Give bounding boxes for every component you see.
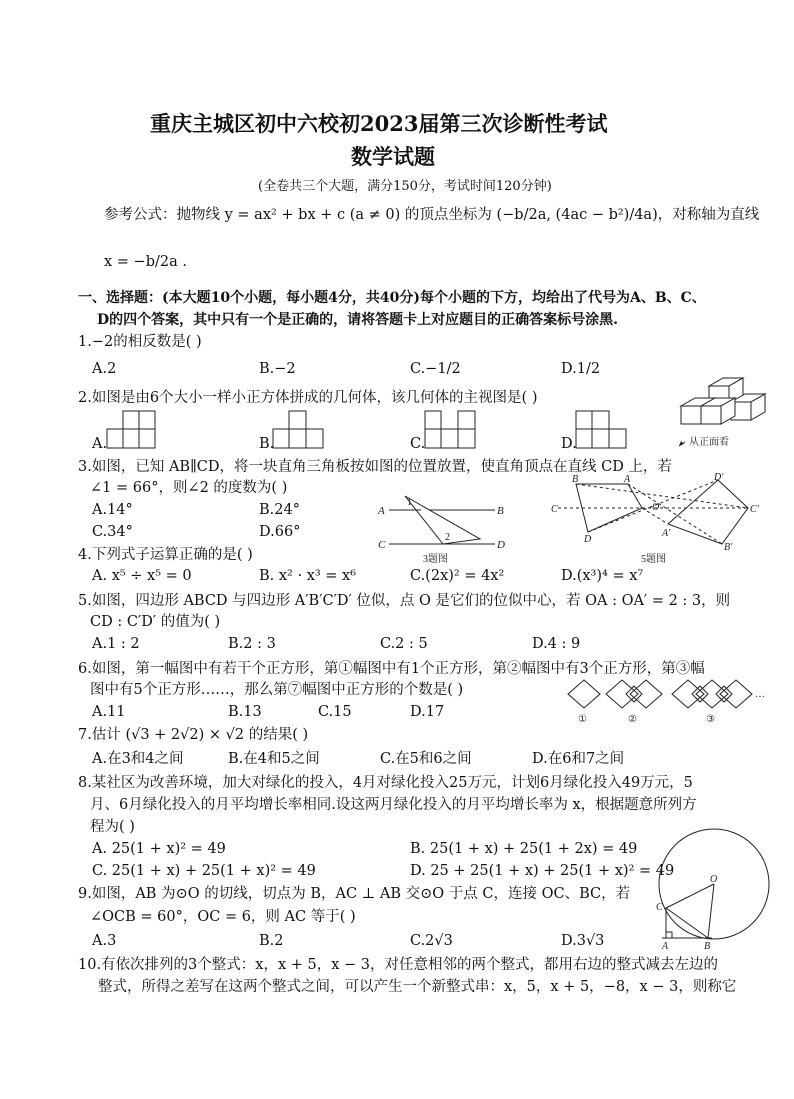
q5-option-a: A.1 : 2 xyxy=(92,636,140,652)
svg-text:C: C xyxy=(656,902,663,913)
q8-option-a: A. 25(1 + x)² = 49 xyxy=(92,841,226,857)
svg-text:O: O xyxy=(652,502,660,513)
q5-option-d: D.4 : 9 xyxy=(532,636,581,652)
q7-option-c: C.在5和6之间 xyxy=(380,751,472,767)
svg-text:C: C xyxy=(378,539,386,551)
q8-option-b: B. 25(1 + x) + 25(1 + 2x) = 49 xyxy=(410,841,638,857)
q6-option-b: B.13 xyxy=(228,704,262,720)
q1-option-a: A.2 xyxy=(92,361,117,377)
q10-stem-2: 整式，所得之差写在这两个整式之间，可以产生一个新整式串：x，5，x + 5，−8，x − 3，则称它 xyxy=(98,979,737,995)
svg-text:…: … xyxy=(755,689,765,700)
formula-line-1: 参考公式：抛物线 y = ax² + bx + c (a ≠ 0) 的顶点坐标为 (−b/2a, (4ac − b²)/4a)，对称轴为直线 xyxy=(104,207,760,223)
q7-option-d: D.在6和7之间 xyxy=(532,751,625,767)
q9-option-b: B.2 xyxy=(259,933,284,949)
svg-text:D: D xyxy=(584,534,592,545)
q3-option-d: D.66° xyxy=(259,524,301,540)
q8-stem-3: 程为( ) xyxy=(90,819,135,835)
section-heading-2: D的四个答案，其中只有一个是正确的，请将答题卡上对应题目的正确答案标号涂黑. xyxy=(97,312,619,328)
svg-text:D: D xyxy=(497,539,505,551)
q5-option-b: B.2 : 3 xyxy=(228,636,276,652)
q6-figure xyxy=(560,676,788,724)
svg-text:A: A xyxy=(378,505,385,517)
q1-option-c: C.−1/2 xyxy=(410,361,461,377)
q2-option-a-figure xyxy=(106,410,156,450)
q9-figure xyxy=(648,828,788,950)
q10-stem-1: 10.有依次排列的3个整式：x，x + 5，x − 3，对任意相邻的两个整式，都用右边的整式减去左边的 xyxy=(78,957,719,973)
svg-text:C: C xyxy=(551,504,558,515)
q4-stem: 4.下列式子运算正确的是( ) xyxy=(78,547,253,563)
q6-option-d: D.17 xyxy=(410,704,445,720)
q2-option-b-figure xyxy=(272,410,324,450)
svg-text:B: B xyxy=(497,505,504,517)
q2-option-d-figure xyxy=(575,410,627,450)
q2-option-b: B. xyxy=(259,436,275,452)
q4-option-c: C.(2x)² = 4x² xyxy=(410,568,505,584)
q8-stem-2: 月、6月绿化投入的月平均增长率相同.设这两月绿化投入的月平均增长率为 x，根据题意所列方 xyxy=(90,797,697,813)
q5-stem-1: 5.如图，四边形 ABCD 与四边形 A′B′C′D′ 位似，点 O 是它们的位似中心，若 OA : OA′ = 2 : 3，则 xyxy=(78,593,731,609)
q3-stem-1: 3.如图，已知 AB∥CD，将一块直角三角板按如图的位置放置，使直角顶点在直线 CD 上，若 xyxy=(78,459,672,475)
q4-option-d: D.(x³)⁴ = x⁷ xyxy=(561,568,644,584)
q6-figure-label-2: ② xyxy=(628,714,637,724)
section-heading-1: 一、选择题：(本大题10个小题，每小题4分，共40分)每个小题的下方，均给出了代号为A、B、C、 xyxy=(78,290,706,306)
q5-figure-label: 5题图 xyxy=(641,554,666,565)
q9-option-c: C.2√3 xyxy=(410,933,453,949)
q6-option-c: C.15 xyxy=(318,704,352,720)
q1-option-d: D.1/2 xyxy=(561,361,601,377)
q2-stem: 2.如图是由6个大小一样小正方体拼成的几何体，该几何体的主视图是( ) xyxy=(78,390,538,406)
q7-option-b: B.在4和5之间 xyxy=(228,751,320,767)
q9-option-a: A.3 xyxy=(92,933,117,949)
svg-text:C′: C′ xyxy=(750,504,759,515)
q6-stem-2: 图中有5个正方形……，那么第⑦幅图中正方形的个数是( ) xyxy=(90,682,464,698)
q9-stem-1: 9.如图，AB 为⊙O 的切线，切点为 B，AC ⊥ AB 交⊙O 于点 C，连接 OC、BC，若 xyxy=(78,886,631,902)
q4-option-b: B. x² · x³ = x⁶ xyxy=(259,568,357,584)
q2-option-c: C. xyxy=(410,436,426,452)
exam-title: 重庆主城区初中六校初2023届第三次诊断性考试 xyxy=(150,111,608,136)
svg-text:1: 1 xyxy=(407,497,412,508)
q2-option-c-figure xyxy=(424,410,476,450)
q6-stem-1: 6.如图，第一幅图中有若干个正方形，第①幅图中有1个正方形，第②幅图中有3个正方形，第③幅 xyxy=(78,661,705,677)
q3-stem-2: ∠1 = 66°，则∠2 的度数为( ) xyxy=(90,480,288,496)
q7-stem: 7.估计 (√3 + 2√2) × √2 的结果( ) xyxy=(78,727,309,743)
q5-option-c: C.2 : 5 xyxy=(380,636,428,652)
q1-option-b: B.−2 xyxy=(259,361,296,377)
q5-stem-2: CD : C′D′ 的值为( ) xyxy=(90,614,221,630)
formula-line-2: x = −b/2a . xyxy=(104,254,187,270)
q2-cubes-figure xyxy=(675,376,780,448)
q3-figure-label: 3题图 xyxy=(423,554,448,565)
svg-text:A: A xyxy=(662,941,669,950)
svg-text:A: A xyxy=(624,474,631,485)
q6-figure-label-1: ① xyxy=(578,714,587,724)
svg-text:D′: D′ xyxy=(714,472,724,483)
q6-figure-label-3: ③ xyxy=(706,714,715,724)
exam-subtitle: 数学试题 xyxy=(351,144,435,169)
q1-stem: 1.−2的相反数是( ) xyxy=(78,334,202,350)
svg-text:B: B xyxy=(704,941,711,950)
q2-option-d: D. xyxy=(561,436,577,452)
q9-option-d: D.3√3 xyxy=(561,933,605,949)
svg-text:B: B xyxy=(572,474,579,485)
q8-stem-1: 8.某社区为改善环境，加大对绿化的投入，4月对绿化投入25万元，计划6月绿化投入49万元，5 xyxy=(78,775,693,791)
q9-stem-2: ∠OCB = 60°，OC = 6，则 AC 等于( ) xyxy=(90,909,356,925)
q2-option-a: A. xyxy=(92,436,108,452)
q3-figure xyxy=(375,492,510,567)
exam-note: (全卷共三个大题，满分150分，考试时间120分钟) xyxy=(258,179,552,194)
q6-option-a: A.11 xyxy=(92,704,126,720)
q5-figure xyxy=(548,472,773,568)
q7-option-a: A.在3和4之间 xyxy=(92,751,184,767)
svg-text:A′: A′ xyxy=(662,528,671,539)
svg-text:O: O xyxy=(710,874,718,885)
q8-option-d: D. 25 + 25(1 + x) + 25(1 + x)² = 49 xyxy=(410,863,675,879)
q3-option-c: C.34° xyxy=(92,524,133,540)
q8-option-c: C. 25(1 + x) + 25(1 + x)² = 49 xyxy=(92,863,316,879)
q2-cubes-figure-label: 从正面看 xyxy=(689,437,729,448)
svg-text:B′: B′ xyxy=(724,542,733,553)
svg-text:2: 2 xyxy=(445,532,450,543)
q3-option-a: A.14° xyxy=(92,502,133,518)
q4-option-a: A. x⁵ ÷ x⁵ = 0 xyxy=(92,568,192,584)
q3-option-b: B.24° xyxy=(259,502,300,518)
